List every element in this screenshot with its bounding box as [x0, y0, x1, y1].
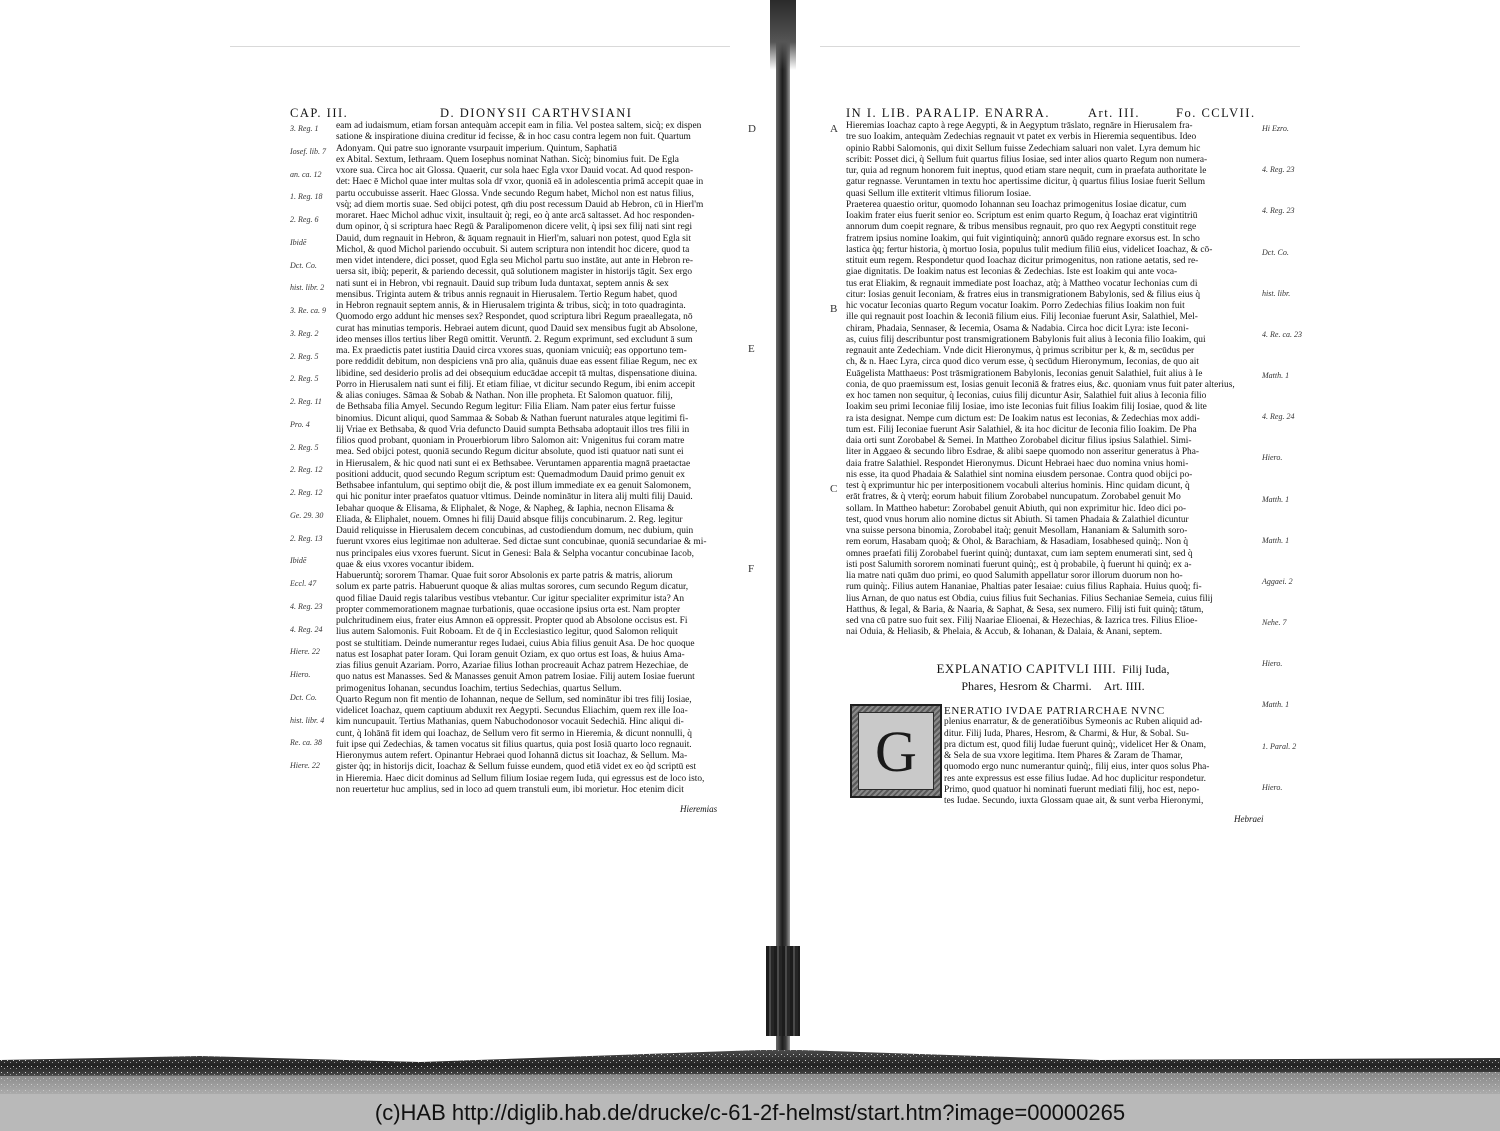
text-line: opinio Rabbi Salomonis, qui dixit Sellum fuisse Zedechiam saluari non valet. Lyra demum hic [846, 143, 1201, 154]
section-letter: E [748, 343, 755, 355]
margin-note: an. ca. 12 [290, 170, 322, 179]
text-line: rem eorum, Hasabam quoq̀; & Ohol, & Barachiam, & Hasadiam, Iosabhesed quinq̀;. Non q̀ [846, 537, 1189, 548]
margin-note: Ibidē [290, 556, 307, 565]
text-line: Michol, & quod Michol pariendo occubuit. Si autem scriptura non intendit hoc dicere, quod ta [336, 244, 690, 255]
text-line: Adonyam. Qui patre suo ignorante vsurpauit imperium. Quintum, Saphatiā [336, 143, 617, 154]
left-margin-notes [290, 124, 336, 784]
section-letter: B [830, 303, 838, 315]
text-line: uersa sit, ibiq̀; peperit, & pariendo decessit, quā solutionem magister in historijs tāgit. Sex ergo [336, 267, 693, 278]
margin-note: 4. Reg. 23 [1262, 165, 1295, 174]
text-line: solum ex parte patris. Habuerunt quoque & alias multas sorores, cum secundo Regum dicatur, [336, 582, 689, 593]
scanner-edge [0, 1046, 1500, 1094]
text-line: ex hoc tamen non sequitur, q̀ Ieconias, cuius filij dicuntur Asir, Salathiel fuit alius à Ieconia filio [846, 391, 1207, 401]
text-line: nus principales eius vxores fuerunt. Sicut in Genesi: Bala & Selpha vocantur concubinae Iacob, [336, 548, 694, 559]
folio-number: Fo. CCLVII. [1176, 106, 1256, 120]
text-line: Dauid, dum regnauit in Hebron, & āquam regnauit in Hierl'm, saluari non potest, quod Egla sit [336, 233, 692, 244]
margin-note: 2. Reg. 5 [290, 443, 319, 452]
right-margin-notes [1262, 124, 1312, 824]
text-line: zias filius genuit Azariam. Porro, Azariae filius Iothan procreauit Achaz patrem Hezechiae, de [336, 661, 689, 671]
margin-note: 2. Reg. 12 [290, 465, 323, 474]
text-line: Primo, quod quatuor hi nominati fuerunt mediati filij, hoc est, nepo- [944, 784, 1200, 795]
text-line: tes Iudae. Secundo, iuxta Glossam quae ait, & sunt verba Hieronymi, [944, 796, 1204, 806]
text-line: ditur. Filij Iuda, Phares, Hesrom, & Charmi, & Hur, & Sobal. Su- [944, 728, 1189, 739]
left-text-column [336, 121, 746, 796]
text-line: Praeterea quaestio oritur, quomodo Iohannan seu Ioachaz primogenitus Iosiae dicatur, cum [846, 199, 1187, 210]
text-line: eam ad iudaismum, etiam forsan antequàm accepit eam in filia. Vel postea saltem, sicq̀; ex dispen [336, 121, 702, 131]
section-letter: C [830, 483, 838, 495]
margin-note: Dct. Co. [290, 261, 317, 270]
text-line: vsq̀; ad diem mortis suae. Sed obijci potest, qm̄ diu post recessum Dauid ab Hebron, cū in Hierl'm [336, 199, 704, 210]
left-page [0, 0, 776, 1060]
text-line: tum est. Filij Ieconiae fuerunt Asir Salathiel, & ita hoc dicitur de Ieconia filio Ioakim. De Pha [846, 424, 1197, 435]
left-chapter-header: CAP. III. [290, 106, 349, 120]
chapter-subtitle-b: Phares, Hesrom & Charmi. [961, 679, 1092, 693]
text-line: stituit eum regem. Respondetur quod Ioachaz dicitur primogenitus, non ratione aetatis, sed re- [846, 256, 1199, 266]
text-line: natus est Iosaphat pater Ioram. Qui Ioram genuit Oziam, ex quo ortus est Ioas, & huius Ama- [336, 649, 685, 660]
text-line: ex Abital. Sextum, Iethraam. Quem Iosephus nominat Nathan. Sicq̀; binomius fuit. De Egla [336, 154, 679, 165]
text-line: fratrem ipsius nomine Ioakim, qui fuit vigintiquinq̀; annorū quādo regnare exorsus est. In scho [846, 233, 1200, 244]
text-line: quomodo ergo nunc numerantur quinq̀;, filij eius, inter quos solus Pha- [944, 762, 1210, 773]
right-article-header: Art. III. [1088, 106, 1141, 120]
text-line: test, quod vnus horum alio nomine dictus sit Abiuth. Si tamen Phadaia & Zalathiel dicuntur [846, 514, 1189, 525]
text-line: filios quod probant, quoniam in Prouerbiorum libro Salomon ait: Vnigenitus fui coram matre [336, 436, 685, 446]
text-line: videlicet Ioachaz, quem captiuum abduxit rex Aegypti. Secundus Eliachim, quem rex ille Ioa- [336, 706, 688, 716]
margin-note: 1. Reg. 18 [290, 192, 323, 201]
text-line: post se stultitiam. Deinde numerantur reges Iudaei, cuius Abia filius genuit Asa. De hoc quoque [336, 638, 695, 649]
book-gutter [776, 0, 790, 1060]
text-line: fuerunt vxores eius legitimae non adulterae. Sed dictae sunt concubinae, quoniā secundariae & mi- [336, 537, 707, 548]
text-line: de Bethsaba filia Amyel. Secundo Regum legitur: Filia Eliam. Nam pater eius fertur fuisse [336, 402, 676, 413]
margin-note: hist. libr. 2 [290, 283, 325, 292]
left-catchword: Hieremias [680, 804, 718, 814]
text-line: Euāgelista Matthaeus: Post trāsmigrationem Babylonis, Ieconias genuit Salathiel, fuit alius à Ie [846, 368, 1203, 379]
text-line: nati sunt ei in Hebron, vbi regnauit. Dauid sup tribum Iuda duntaxat, septem annis & sex [336, 278, 669, 289]
copyright-url: (c)HAB http://diglib.hab.de/drucke/c-61-2f-helmst/start.htm?image=00000265 [374, 1099, 1126, 1125]
text-line: Ioakim seu primi Ieconiae filij Iosiae, imo iste Ieconias fuit filius Ioakim filij Iosiae, quod & lite [846, 402, 1207, 413]
text-line: as, cuius filij describuntur post transmigrationem Babylonis fuit alius à Ieconia filio Ioakim, qui [846, 334, 1206, 345]
text-line: quae & eius vxores vocantur ibidem. [336, 559, 474, 570]
text-line: giae dignitatis. De Ioakim natus est Ieconias & Zedechias. Iste est Ioakim qui ante voca- [846, 267, 1178, 278]
text-line: non reuertetur huc amplius, sed in loco ad quem transtuli eum, ibi morietur. Hoc etenim dicit [336, 784, 684, 795]
text-line: scribit: Posset dici, q̀ Sellum fuit quartus filius Iosiae, sed inter alios quarto Regum non numera- [846, 154, 1208, 165]
margin-note: Hiere. 22 [290, 761, 320, 770]
text-line: propter commemorationem magnae turbationis, quae occasione ipsius orta est. Nam propter [336, 604, 681, 615]
text-line: dum opinor, q̀ si scriptura haec Regū & Paralipomenon dicere velit, q̀ ipsi sex filij nati sint regi [336, 222, 693, 233]
text-line: Bethsabee infantulum, qui septimo obijt die, & post illum immediate ex ea genuit Salomonem, [336, 481, 692, 491]
margin-note: Matth. 1 [1262, 371, 1290, 380]
section-letter: D [748, 123, 756, 135]
text-line: Eliada, & Eliphalet, nouem. Omnes hi filij Dauid absque filijs concubinarum. 2. Reg. legitur [336, 514, 683, 525]
text-line: lius autem Salomonis. Fuit Roboam. Et de q̄ in Ecclesiastico legitur, quod Salomon reliquit [336, 627, 678, 638]
margin-note: 4. Reg. 23 [290, 602, 323, 611]
text-line: ideo menses illos tertius liber Regū omittit. Veruntn̄. 2. Regum exprimunt, sed excludunt ā sum [336, 334, 693, 345]
text-line: positioni adducit, quod secundo Regum scriptum est: Quemadmodum Dauid primo genuit ex [336, 469, 685, 480]
margin-note: 3. Reg. 2 [290, 329, 319, 338]
text-line: test q̀ exprimuntur hic per interpositionem vocabuli alterius hominis. Hinc quidam dicunt, q̀ [846, 481, 1190, 491]
text-line: in Hierusalem, & hic quod nati sunt ei ex Bethsabee. Veruntamen apparentia magnā praetactae [336, 458, 691, 469]
margin-note: 2. Reg. 11 [290, 397, 322, 406]
text-line: & Sela de sua vxore legitima. Item Phares & Zaram de Thamar, [944, 751, 1183, 761]
text-line: kim nuncupauit. Tertius Mathanias, quem Nabuchodonosor vocauit Sedechiā. Hinc aliqui di- [336, 717, 684, 728]
right-catchword: Hebraei [1234, 814, 1264, 824]
text-line: ch, & n. Haec Lyra, circa quod dico verum esse, q̀ secūdum Hieronymum, Ieconias, de quo ait [846, 357, 1200, 368]
decorated-initial [850, 704, 942, 798]
text-line: lius Arnan, de quo natus est Obdia, cuius filius fuit Sechanias. Filius Sechaniae Semeia, cuius filij [846, 593, 1213, 604]
margin-note: Dct. Co. [1262, 248, 1289, 257]
page-edge-line [230, 46, 730, 47]
text-line: Quomodo ergo addunt hic menses sex? Respondet, quod scriptura libri Regum praeallegata, nō [336, 312, 693, 323]
margin-note: 4. Reg. 23 [1262, 206, 1295, 215]
chapter-opening: ENERATIO IVDAE PATRIARCHAE NVNC [944, 705, 1165, 717]
margin-note: 2. Reg. 5 [290, 352, 319, 361]
margin-note: 4. Reg. 24 [1262, 412, 1295, 421]
text-line: mensibus. Triginta autem & tribus annis regnauit in Hierusalem. Tertio Regum habet, quod [336, 289, 678, 300]
text-line: Hieremias Ioachaz capto à rege Aegypti, & in Aegyptum trāslato, regnāre in Hierusalem fra- [846, 121, 1193, 131]
text-line: moraret. Haec Michol adhuc vixit, insultauit q̀; regi, eo q̀ ante arcā saltasset. Ad hoc responden- [336, 211, 695, 221]
chapter-subtitle-a: Filij Iuda, [1122, 662, 1170, 676]
text-line: lij Vriae ex Bethsaba, & quod Vria defuncto Dauid sumpta Bethsaba adoptauit illos tres filii in [336, 424, 690, 435]
text-line: tur, quia ad regnum honorem fuit ineptus, quod etiam stare nequit, cum in praefata authoritate le [846, 166, 1207, 176]
margin-note: Pro. 4 [290, 420, 310, 429]
text-line: fuit ipse qui Zedechias, & tamen vocatus sit filius quartus, quia post Iosiā quarto loco regnauit. [336, 739, 692, 750]
text-line: sollam. In Mattheo habetur: Zorobabel genuit Abiuth, qui non exprimitur hic. Ideo dici po- [846, 503, 1187, 514]
text-line: ra ista designat. Nempe cum dictum est: De Ioakim natus est Ieconias, & Zedechias mox addi- [846, 413, 1200, 424]
text-line: chiram, Phadaia, Sennaser, & Iecemia, Osama & Nadabia. Circa hoc dicit Lyra: iste Ieconi- [846, 323, 1189, 334]
text-line: plenius enarratur, & de generatiōibus Symeonis ac Ruben aliquid ad- [944, 717, 1203, 728]
text-line: Hieronymus autem refert. Opinantur Hebraei quod Iohannā dictus sit Ioachaz, & Sellum. Ma- [336, 751, 688, 761]
margin-note: Dct. Co. [290, 693, 317, 702]
margin-note: 2. Reg. 12 [290, 488, 323, 497]
text-line: liter in Aggaeo & secundo libro Esdrae, & alibi saepe quomodo non asseritur generatus à Pha- [846, 447, 1200, 458]
margin-note: 3. Reg. 1 [290, 124, 319, 133]
left-running-title: D. DIONYSII CARTHVSIANI [440, 106, 633, 120]
margin-note: 2. Reg. 5 [290, 374, 319, 383]
text-line: vna suisse persona binomia, Zorobabel itaq̀; genuit Mesollam, Hananiam & Salumith soro- [846, 526, 1188, 536]
text-line: nis esse, ita quod Phadaia & Salathiel sint nomina eiusdem personae. Contra quod obijci po- [846, 469, 1193, 480]
text-line: & alias coniuges. Sāmaa & Sobab & Nathan. Non ille propheta. Et Salomon quatuor. filij, [336, 391, 673, 401]
text-line: Porro in Hierusalem nati sunt ei filij. Et etiam filiae, vt dicitur secundo Regum, ibi enim accepit [336, 379, 696, 390]
margin-note: Matth. 1 [1262, 700, 1290, 709]
text-line: pra dictum est, quod filij Iudae fuerunt quinq̀;, videlicet Her & Onam, [944, 739, 1206, 750]
text-line: quo natus est Manasses. Sed & Manasses genuit Amon patrem Iosiae. Filij autem Iosiae fuerunt [336, 672, 695, 683]
margin-note: Matth. 1 [1262, 536, 1290, 545]
text-line: det: Haec ē Michol quae inter multas sola dr̄ vxor, quoniā eā in adolescentia primā accepit quae in [336, 177, 704, 188]
section-letter: F [748, 563, 755, 575]
text-line: quasi Sellum ille extiterit vltimus filiorum Iosiae. [846, 188, 1032, 199]
text-line: pore reddidit debitum, non despiciens vnā pro alia, quānuis duae eas essent filiae Regum, nec ex [336, 357, 698, 368]
text-line: daia orti sunt Zorobabel & Semei. In Mattheo Zorobabel dicitur filius ipsius Salathiel. Simi- [846, 436, 1192, 446]
margin-note: Hi Ezro. [1262, 124, 1289, 133]
chapter-body [944, 706, 1262, 807]
text-line: conia, de quo praemissum est, Iosias genuit Ieconiā & fratres eius, &c. quoniam vnus fuit pater alterius, [846, 379, 1235, 390]
text-line: Iebahar quoque & Elisama, & Eliphalet, & Noge, & Napheg, & Iaphia, necnon Elisama & [336, 503, 675, 514]
text-line: in Hieremia. Haec dicit dominus ad Sellum filium Iosiae regem Iuda, qui egressus est de loco isto, [336, 773, 705, 784]
text-line: annorum dum coepit regnare, & tribus mensibus regnauit, pro quo rex Aegypti constituit rege [846, 222, 1197, 233]
text-line: daia fratre Salathiel. Respondet Hieronymus. Dicunt Hebraei haec duo nomina vnius homi- [846, 458, 1189, 469]
margin-note: Hiero. [1262, 783, 1283, 792]
text-line: pulchritudinem eius, frater eius Amnon eā oppressit. Propter quod ab Absolone occisus est. Fi [336, 616, 688, 626]
text-line: qui hic ponitur inter praefatos quatuor vltimus. Deinde nominātur in litera alij multi filij Dauid. [336, 492, 693, 503]
page-edge-line [820, 46, 1300, 47]
text-line: in Hebron regnauit septem annis, & in Hierusalem triginta & tribus, sicq̀; in toto quadraginta. [336, 301, 686, 311]
text-line: tus erat Eliakim, & regnauit immediate post Ioachaz, atq̀; à Mattheo vocatur Iechonias cum di [846, 278, 1198, 289]
text-line: primogenitus Iohanan, secundus Ioachim, tertius Sedechias, quartus Sellum. [336, 683, 622, 694]
text-line: tre suo Ioakim, antequàm Zedechias regnauit vt patet ex verbis in Hieremia sequentibus. Ideo [846, 132, 1197, 143]
margin-note: Ge. 29. 30 [290, 511, 324, 520]
text-line: men videt intendere, dici posset, quod Egla seu Michol partu suo instāte, aut ante in Hebron re- [336, 256, 693, 266]
margin-note: Nehe. 7 [1262, 618, 1287, 627]
text-line: sed vna cū patre suo fuit sex. Filij Naariae Elioenai, & Hezechias, & Iazrica tres. Filius Elioe- [846, 616, 1198, 626]
margin-note: hist. libr. 4 [290, 716, 325, 725]
text-line: ille qui regnauit post Ioachin & Ieconiā filium eius. Filij Ieconiae fuerunt Asir, Salathiel, Mel- [846, 312, 1198, 323]
margin-note: Ibidē [290, 238, 307, 247]
margin-note: 2. Reg. 13 [290, 534, 323, 543]
text-line: lastica q̀q; fertur historia, q̀ mortuo Iosia, populus tulit medium filiū eius, videlicet Ioachaz, & cō- [846, 244, 1213, 255]
margin-note: Eccl. 47 [290, 579, 317, 588]
margin-note: Re. ca. 38 [290, 738, 322, 747]
text-line: erāt fratres, & q̀ vterq̀; eorum habuit filium Zorobabel nuncupatum. Zorobabel genuit Mo [846, 492, 1181, 503]
left-section-letters [748, 124, 768, 784]
right-page [790, 0, 1500, 1060]
margin-note: 4. Reg. 24 [290, 625, 323, 634]
text-line: Hatthus, & Iegal, & Baria, & Naaria, & Saphat, & Sesa, sex numero. Filij isti fuit quinq̀; tātum, [846, 604, 1204, 615]
chapter-title: EXPLANATIO CAPITVLI IIII. [936, 661, 1117, 676]
text-line: lia matre nati quām duo primi, eo quod Salumith appellatur soror illorum duorum non ho- [846, 571, 1183, 581]
text-line: isti post Salumith sororem nominati fuerunt quinq̀;, est q̀ probabile, q̀ fuerunt hi quinq̀; ex a- [846, 559, 1192, 570]
margin-note: hist. libr. [1262, 289, 1291, 298]
footer-bar [0, 1094, 1500, 1131]
text-line: Ioakim frater eius fuerit senior eo. Scriptum est enim quarto Regum, q̀ Ioachaz erat vigintitriū [846, 211, 1198, 221]
text-line: omnes praefati filij Zorobabel fuerint quinq̀; duntaxat, cum iam septem enumerati sint, sed q̀ [846, 548, 1193, 559]
text-line: Habueruntq̀; sororem Thamar. Quae fuit soror Absolonis ex parte patris & matris, aliorum [336, 571, 673, 581]
text-line: satione & inspiratione diuina creditur id fecisse, & in hoc casu contra legem non fuit. Quartum [336, 132, 691, 143]
text-line: quod filiae Dauid regis talaribus vestibus vtebantur. Cur igitur specialiter exprimitur ista? An [336, 593, 685, 604]
margin-note: Hiero. [1262, 453, 1283, 462]
text-line: hic vocatur Ieconias quarto Regum vocatur Ioakim. Porro Zedechias filius Ioakim non fuit [846, 301, 1185, 311]
margin-note: Iosef. lib. 7 [290, 147, 326, 156]
margin-note: 3. Re. ca. 9 [290, 306, 326, 315]
chapter-heading [846, 660, 1260, 695]
text-line: rum quinq̀;. Filius autem Hananiae, Phaltias pater Iesaiae: cuius filius Raphaia. Huius quoq̀; fi- [846, 582, 1202, 593]
chapter-lines [944, 717, 1262, 807]
text-line: Dauid reliquisse in Hierusalem decem concubinas, ad custodiendum domum, nec dubium, quin [336, 526, 694, 536]
text-line: gatur regnasse. Veruntamen in textu hoc apertissime dicitur, q̀ quartus filius Iosiae fuerit Sellum [846, 177, 1205, 188]
text-line: nai Oduia, & Heliasib, & Phelaia, & Accub, & Iohanan, & Dalaia, & Anani, septem. [846, 627, 1163, 638]
margin-note: Hiere. 22 [290, 647, 320, 656]
text-line: Quarto Regum non fit mentio de Iohannan, neque de Sellum, sed nominātur ibi tres filij Iosiae, [336, 694, 692, 705]
chapter-article: Art. IIII. [1103, 679, 1145, 693]
margin-note: 4. Re. ca. 23 [1262, 330, 1302, 339]
margin-note: Matth. 1 [1262, 495, 1290, 504]
text-line: regnauit ante Zedechiam. Vnde dicit Hieronymus, q̀ primus scribitur per k, & m, secūdus per [846, 346, 1195, 356]
margin-note: Hiero. [1262, 659, 1283, 668]
section-letter: A [830, 123, 838, 135]
text-line: res ante expressus est esse filius Iudae. Ad hoc duplicitur respondetur. [944, 773, 1206, 784]
text-line: ma. Ex praedictis patet iustitia Dauid circa vxores suas, quoniam vnicuiq̀; eas opportuno tem- [336, 346, 687, 356]
margin-note: Aggaei. 2 [1262, 577, 1293, 586]
text-line: mea. Sed obijci potest, quoniā secundo Regum dicitur absolute, quod isti quatuor nati sunt ei [336, 447, 684, 458]
text-line: vxore sua. Circa hoc ait Glossa. Quaerit, cur sola haec Egla vxor Dauid vocat. Ad quod respon- [336, 166, 694, 176]
text-line: curat has minutias temporis. Hebraei autem dicunt, quod Dauid sex mensibus fugit ab Absolone, [336, 323, 698, 334]
text-line: cunt, q̀ Iohānā fit idem qui Ioachaz, de Sellum vero fit sermo in Hieremia, & dicunt nonnulli, q̀ [336, 728, 692, 739]
margin-note: 1. Paral. 2 [1262, 742, 1297, 751]
text-line: gister q̀q; in historijs dicit, Ioachaz & Sellum fuisse eundem, quod etiā videt ex eo q̀d scriptū est [336, 762, 697, 773]
text-line: partu occubuisse asserit. Haec Glossa. Vnde secundo Regum habet, Michol non est natus filius, [336, 188, 694, 199]
initial-letter: G [858, 712, 934, 790]
text-line: binomius. Dicunt aliqui, quod Sammaa & Sobab & Nathan fuerunt naturales atque legitimi fi- [336, 413, 689, 424]
margin-note: Hiero. [290, 670, 311, 679]
right-running-title: IN I. LIB. PARALIP. ENARRA. [846, 106, 1050, 120]
text-line: libidine, sed desiderio prolis ad dei obsequium educādae accepit tā multas, dispensatione diuina. [336, 368, 698, 379]
right-text-column [846, 121, 1260, 639]
margin-note: 2. Reg. 6 [290, 215, 319, 224]
text-line: citur: Iosias genuit Ieconiam, & fratres eius in transmigrationem Babylonis, sed & filius eius q̀ [846, 289, 1201, 300]
